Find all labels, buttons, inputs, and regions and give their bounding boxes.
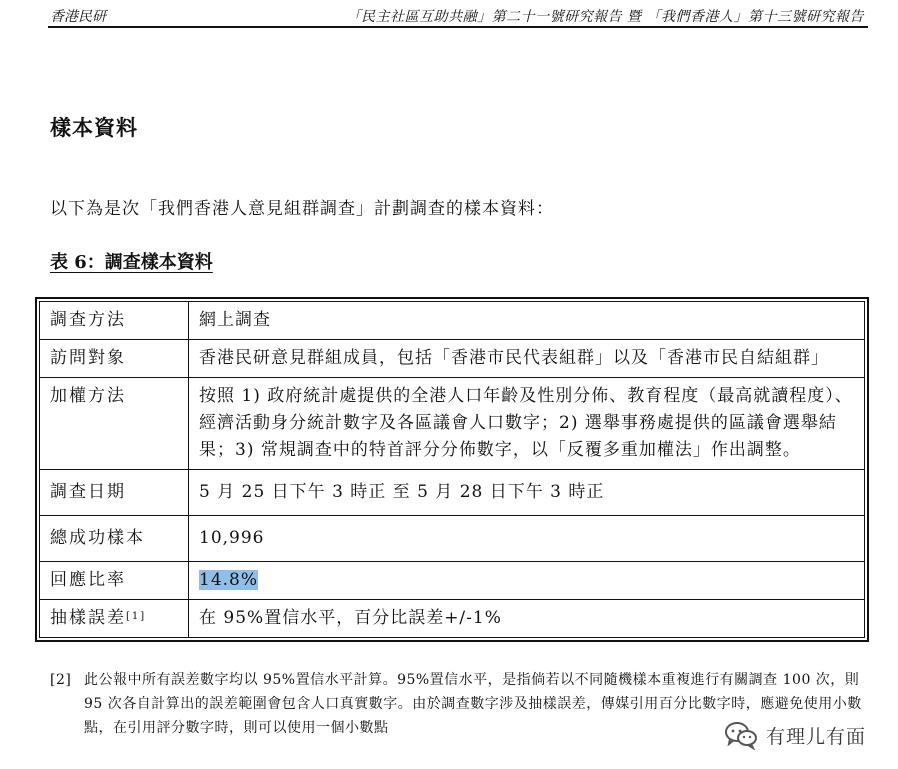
wechat-icon	[724, 720, 758, 750]
table-row	[40, 562, 865, 600]
sample-table	[39, 301, 865, 638]
row-value: 10,996	[189, 516, 865, 562]
table-row	[40, 470, 865, 516]
row-value: 5 月 25 日下午 3 時正 至 5 月 28 日下午 3 時正	[189, 470, 865, 516]
row-key: 訪問對象	[40, 340, 189, 378]
row-key: 總成功樣本	[40, 516, 189, 562]
row-key: 調查日期	[40, 470, 189, 516]
row-value	[189, 562, 865, 600]
row-value: 按照 1) 政府統計處提供的全港人口年齡及性別分佈、教育程度（最高就讀程度）、經濟活動身分統計數字及各區議會人口數字；2) 選舉事務處提供的區議會選舉結果；3) 常規調查中的特首評分分佈數字，以「反覆多重加權法」作出調整。	[189, 378, 865, 470]
row-key: 調查方法	[40, 302, 189, 340]
watermark	[720, 718, 870, 752]
row-key: 回應比率	[40, 562, 189, 600]
sample-table-frame	[35, 297, 869, 642]
table-row	[40, 340, 865, 378]
row-key: 加權方法	[40, 378, 189, 470]
header-left-text: 香港民研	[50, 9, 106, 25]
table-row	[40, 600, 865, 638]
table-row	[40, 516, 865, 562]
table-row	[40, 378, 865, 470]
table-title: 表 6：調查樣本資料	[50, 252, 213, 273]
footnote-reference: [1]	[126, 611, 147, 622]
highlighted-response-rate: 14.8%	[199, 570, 259, 590]
footnote-mark: [2]	[50, 672, 72, 688]
page-header	[48, 0, 868, 28]
row-value: 在 95%置信水平，百分比誤差+/-1%	[189, 600, 865, 638]
table-row	[40, 302, 865, 340]
header-right-text: 「民主社區互助共融」第二十一號研究報告 暨 「我們香港人」第十三號研究報告	[346, 9, 864, 25]
row-value: 網上調查	[189, 302, 865, 340]
row-key-label: 抽樣誤差	[50, 608, 126, 628]
row-key	[40, 600, 189, 638]
watermark-text: 有理儿有面	[765, 725, 866, 748]
row-value: 香港民研意見群組成員，包括「香港市民代表組群」以及「香港市民自結組群」	[189, 340, 865, 378]
section-title: 樣本資料	[50, 115, 138, 140]
intro-paragraph: 以下為是次「我們香港人意見組群調查」計劃調查的樣本資料：	[50, 199, 554, 219]
footnote-text: 此公報中所有誤差數字均以 95%置信水平計算。95%置信水平，是指倘若以不同隨機樣本重複進行有關調查 100 次，則 95 次各自計算出的誤差範圍會包含人口真實數字。由於調查數字涉及抽樣誤差，傳媒引用百分比數字時，應避免使用小數點，在引用評分數字時，則可以使用一個小數點	[84, 672, 862, 736]
